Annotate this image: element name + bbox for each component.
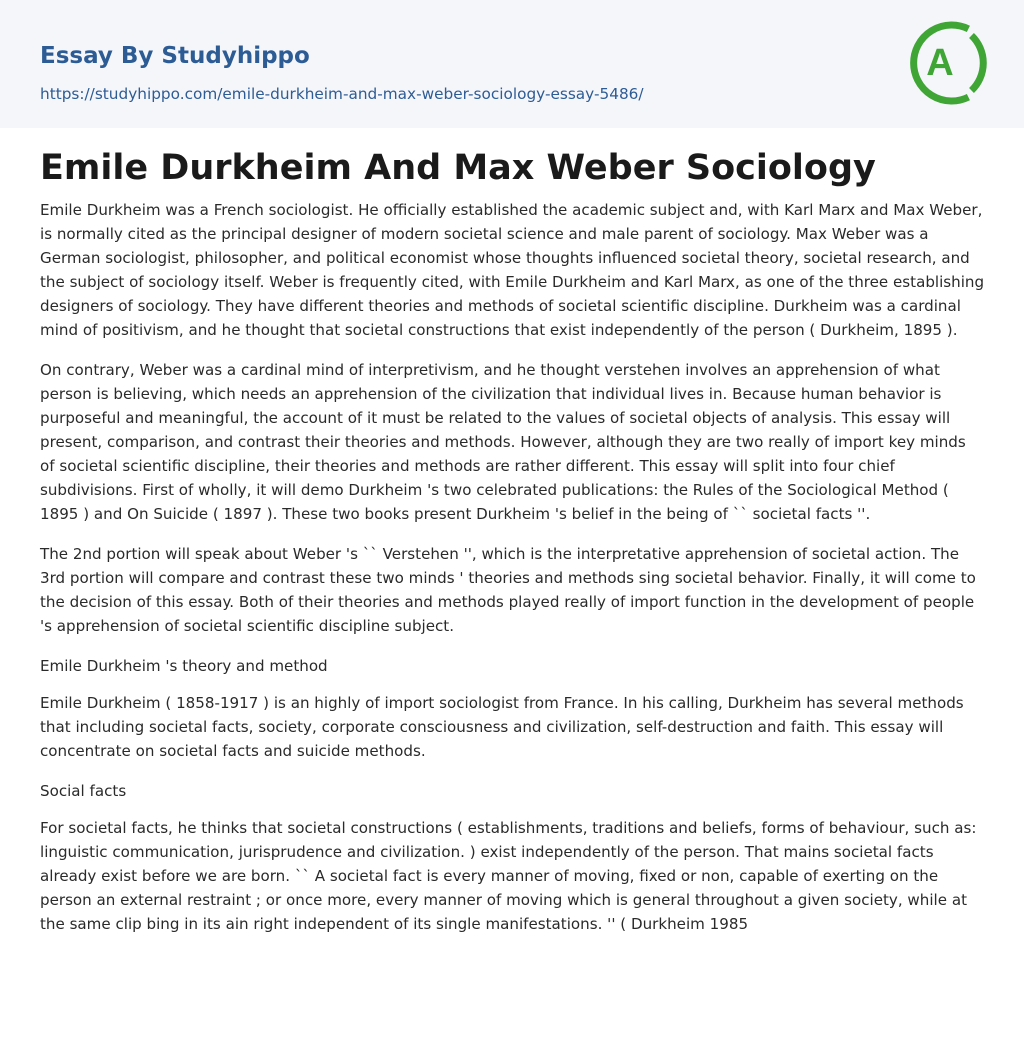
site-title[interactable]: Essay By Studyhippo — [40, 43, 310, 69]
paragraph-5: For societal facts, he thinks that societal constructions ( establishments, traditions and beliefs, forms of behaviour, such as: linguistic communication, jurisprudence and civilization. ) exist independently of the person. That mains societal facts already exist before we are born. `` A societal fact is every manner of moving, fixed or non, capable of exerting on the person an external restraint ; or once more, every manner of moving which is general throughout a given society, while at the same clip bing in its ain right independent of its single manifestations. '' ( Durkheim 1985 — [40, 819, 977, 933]
site-header — [0, 0, 1024, 128]
paragraph-1: Emile Durkheim was a French sociologist. He officially established the academic subject and, with Karl Marx and Max Weber, is normally cited as the principal designer of modern societal science and male parent of sociology. Max Weber was a German sociologist, philosopher, and political economist whose thoughts influenced societal theory, societal research, and the subject of sociology itself. Weber is frequently cited, with Emile Durkheim and Karl Marx, as one of the three establishing designers of sociology. They have different theories and methods of societal scientific discipline. Durkheim was a cardinal mind of positivism, and he thought that societal constructions that exist independently of the person ( Durkheim, 1895 ). — [40, 201, 985, 339]
logo-letter: A — [926, 42, 954, 84]
paragraph-3: The 2nd portion will speak about Weber 's `` Verstehen '', which is the interpretative apprehension of societal action. The 3rd portion will compare and contrast these two minds ' theories and methods sing societal behavior. Finally, it will come to the decision of this essay. Both of their theories and methods played really of import function in the development of people 's apprehension of societal scientific discipline subject. — [40, 545, 976, 635]
page-title: Emile Durkheim And Max Weber Sociology — [40, 148, 876, 188]
paragraph-4: Emile Durkheim ( 1858-1917 ) is an highly of import sociologist from France. In his calling, Durkheim has several methods that including societal facts, society, corporate consciousness and civilization, self-destruction and faith. This essay will concentrate on societal facts and suicide methods. — [40, 694, 964, 760]
paragraph-2: On contrary, Weber was a cardinal mind of interpretivism, and he thought verstehen involves an apprehension of what person is believing, which needs an apprehension of the civilization that individual lives in. Because human behavior is purposeful and meaningful, the account of it must be related to the values of societal objects of analysis. This essay will present, comparison, and contrast their theories and methods. However, although they are two really of import key minds of societal scientific discipline, their theories and methods are rather different. This essay will split into four chief subdivisions. First of wholly, it will demo Durkheim 's two celebrated publications: the Rules of the Sociological Method ( 1895 ) and On Suicide ( 1897 ). These two books present Durkheim 's belief in the being of `` societal facts ''. — [40, 361, 966, 523]
article — [40, 146, 985, 952]
subheading-social-facts: Social facts — [40, 782, 127, 800]
studyhippo-logo-icon[interactable] — [910, 18, 990, 108]
logo-ring-right — [972, 36, 984, 91]
page-url-link[interactable]: https://studyhippo.com/emile-durkheim-and-max-weber-sociology-essay-5486/ — [40, 85, 644, 103]
subheading-durkheim-theory: Emile Durkheim 's theory and method — [40, 657, 328, 675]
